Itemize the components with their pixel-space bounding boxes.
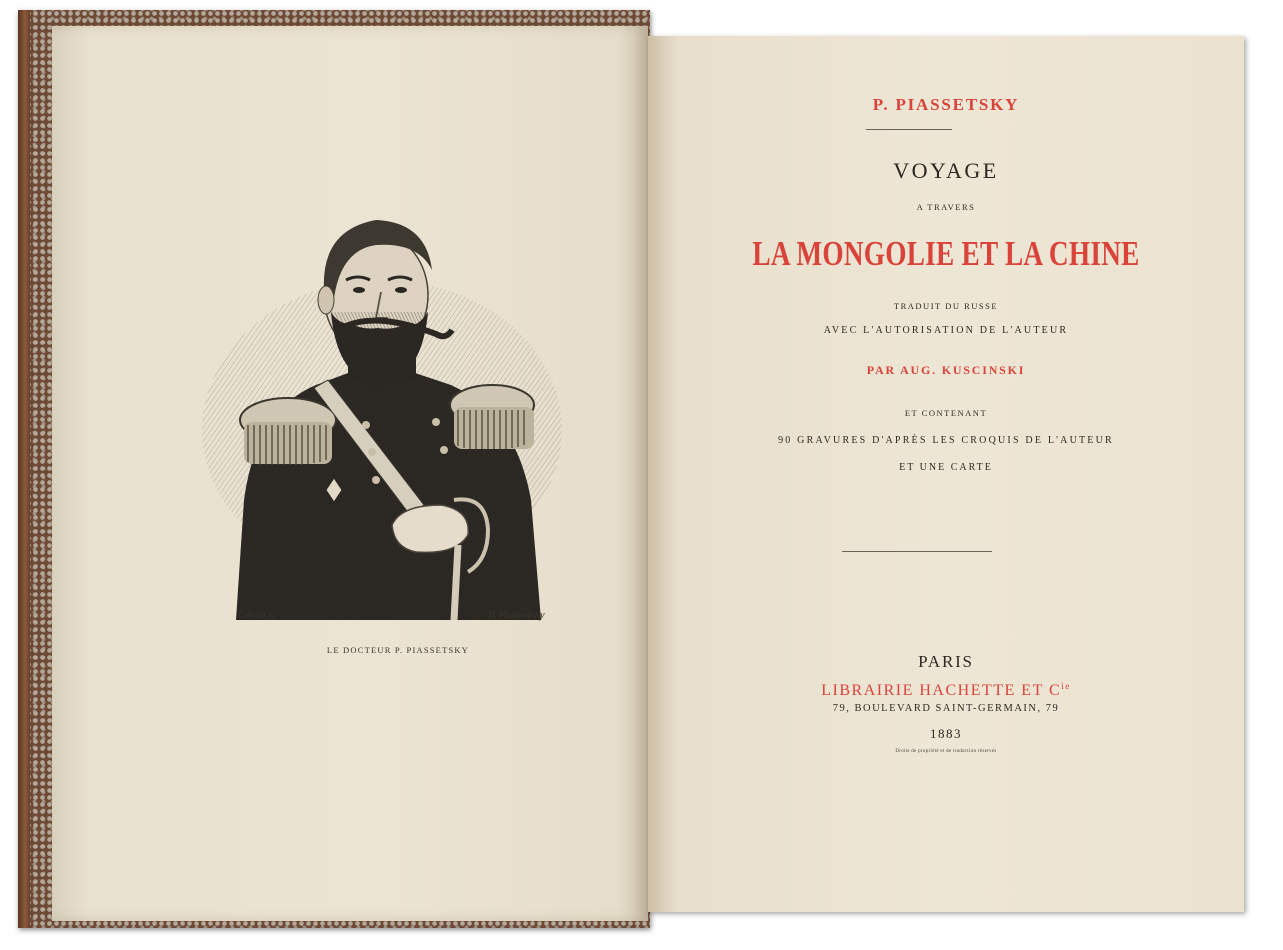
contents-engravings: 90 GRAVURES D'APRÈS LES CROQUIS DE L'AUTEUR xyxy=(778,435,1114,446)
engraver-signature: C.Roult sc xyxy=(238,610,276,620)
translation-note: TRADUIT DU RUSSE xyxy=(893,301,999,311)
publisher-address: 79, BOULEVARD SAINT-GERMAIN, 79 xyxy=(832,703,1060,714)
portrait-caption: LE DOCTEUR P. PIASSETSKY xyxy=(326,645,470,655)
title-page xyxy=(648,36,1244,912)
publisher-label: LIBRAIRIE HACHETTE ET C xyxy=(821,682,1062,699)
title-line-voyage: VOYAGE xyxy=(893,158,999,183)
book-spine xyxy=(18,10,30,928)
artist-signature: P. Piassetsky xyxy=(488,609,545,621)
title-rule-top xyxy=(866,129,952,130)
authorisation-note: AVEC L'AUTORISATION DE L'AUTEUR xyxy=(823,325,1069,336)
contents-map: ET UNE CARTE xyxy=(899,462,993,473)
title-rule-bottom xyxy=(842,551,992,552)
imprint-city: PARIS xyxy=(918,652,974,671)
main-title: LA MONGOLIE ET LA CHINE xyxy=(752,234,1140,273)
publication-year: 1883 xyxy=(930,726,962,741)
author-name: P. PIASSETSKY xyxy=(872,95,1020,114)
rights-notice: Droits de propriété et de traduction réservés xyxy=(895,749,997,754)
contents-intro: ET CONTENANT xyxy=(904,408,988,418)
title-line-a-travers: A TRAVERS xyxy=(916,202,976,212)
translator-name: PAR AUG. KUSCINSKI xyxy=(866,363,1026,377)
publisher-suffix: ie xyxy=(1061,681,1071,691)
author-portrait-engraving xyxy=(196,200,568,630)
publisher-name xyxy=(648,681,1244,700)
